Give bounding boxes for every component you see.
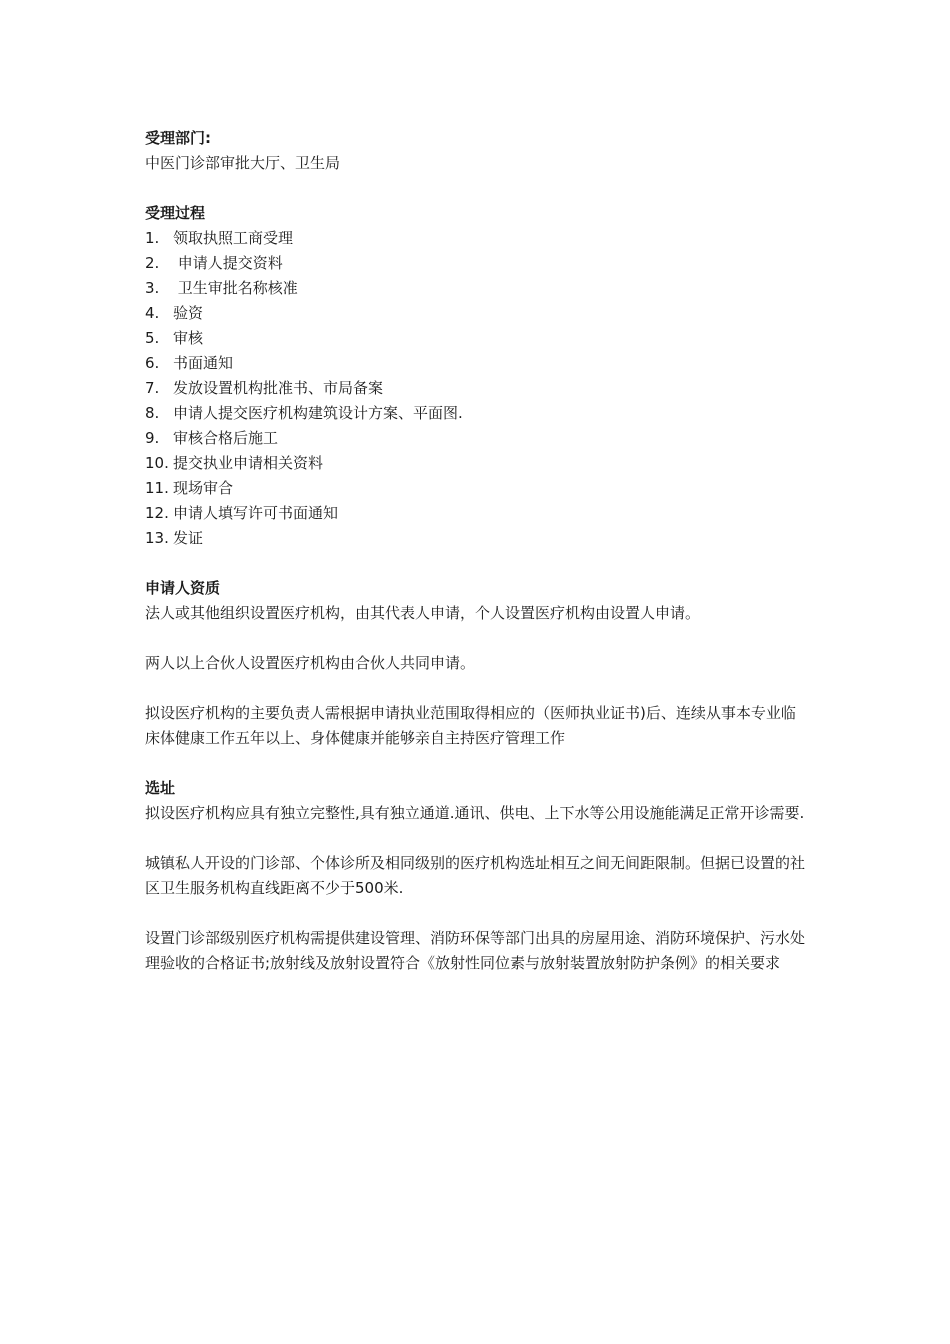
- spacer: [145, 676, 810, 701]
- qualification-paragraph: 两人以上合伙人设置医疗机构由合伙人共同申请。: [145, 654, 476, 672]
- step-text: 领取执照工商受理: [173, 229, 294, 247]
- process-step: [145, 426, 810, 451]
- step-number: 9.: [145, 429, 160, 447]
- step-text: 申请人提交资料: [173, 254, 283, 272]
- site-paragraph: 城镇私人开设的门诊部、个体诊所及相同级别的医疗机构选址相互之间无间距限制。但据已设置的社区卫生服务机构直线距离不少于500米.: [145, 854, 806, 897]
- spacer: [145, 751, 810, 776]
- process-steps: [145, 226, 810, 551]
- spacer: [145, 826, 810, 851]
- step-text: 提交执业申请相关资料: [173, 454, 324, 472]
- step-text: 发放设置机构批准书、市局备案: [173, 379, 384, 397]
- step-number: 11.: [145, 479, 169, 497]
- spacer: [145, 901, 810, 926]
- step-number: 12.: [145, 504, 169, 522]
- process-heading: 受理过程: [145, 204, 206, 222]
- step-text: 书面通知: [173, 354, 234, 372]
- process-step: [145, 401, 810, 426]
- site-paragraph: 设置门诊部级别医疗机构需提供建设管理、消防环保等部门出具的房屋用途、消防环境保护、污水处理验收的合格证书;放射线及放射设置符合《放射性同位素与放射装置放射防护条例》的相关要求: [145, 929, 806, 972]
- process-step: [145, 476, 810, 501]
- qualification-paragraph: 拟设医疗机构的主要负责人需根据申请执业范围取得相应的（医师执业证书)后、连续从事本专业临床体健康工作五年以上、身体健康并能够亲自主持医疗管理工作: [145, 704, 796, 747]
- step-number: 2.: [145, 254, 160, 272]
- spacer: [145, 626, 810, 651]
- process-step: [145, 526, 810, 551]
- qualification-heading: 申请人资质: [145, 579, 221, 597]
- step-number: 10.: [145, 454, 169, 472]
- step-text: 申请人提交医疗机构建筑设计方案、平面图.: [173, 404, 463, 422]
- department-heading: 受理部门:: [145, 129, 211, 147]
- spacer: [145, 551, 810, 576]
- department-text: 中医门诊部审批大厅、卫生局: [145, 154, 341, 172]
- step-number: 6.: [145, 354, 160, 372]
- step-number: 4.: [145, 304, 160, 322]
- step-text: 卫生审批名称核准: [173, 279, 298, 297]
- process-step: [145, 351, 810, 376]
- step-number: 5.: [145, 329, 160, 347]
- step-number: 3.: [145, 279, 160, 297]
- process-step: [145, 276, 810, 301]
- spacer: [145, 176, 810, 201]
- step-text: 现场审合: [173, 479, 234, 497]
- step-text: 验资: [173, 304, 204, 322]
- qualification-paragraph: 法人或其他组织设置医疗机构，由其代表人申请，个人设置医疗机构由设置人申请。: [145, 604, 701, 622]
- process-step: [145, 226, 810, 251]
- site-heading: 选址: [145, 779, 176, 797]
- process-step: [145, 251, 810, 276]
- process-step: [145, 451, 810, 476]
- document-body: [145, 126, 810, 976]
- process-step: [145, 376, 810, 401]
- step-text: 审核合格后施工: [173, 429, 279, 447]
- step-number: 8.: [145, 404, 160, 422]
- site-paragraph: 拟设医疗机构应具有独立完整性,具有独立通道.通讯、供电、上下水等公用设施能满足正常开诊需要.: [145, 804, 805, 822]
- step-text: 审核: [173, 329, 204, 347]
- process-step: [145, 301, 810, 326]
- step-text: 发证: [173, 529, 204, 547]
- step-number: 7.: [145, 379, 160, 397]
- process-step: [145, 326, 810, 351]
- step-text: 申请人填写许可书面通知: [173, 504, 339, 522]
- step-number: 13.: [145, 529, 169, 547]
- step-number: 1.: [145, 229, 160, 247]
- process-step: [145, 501, 810, 526]
